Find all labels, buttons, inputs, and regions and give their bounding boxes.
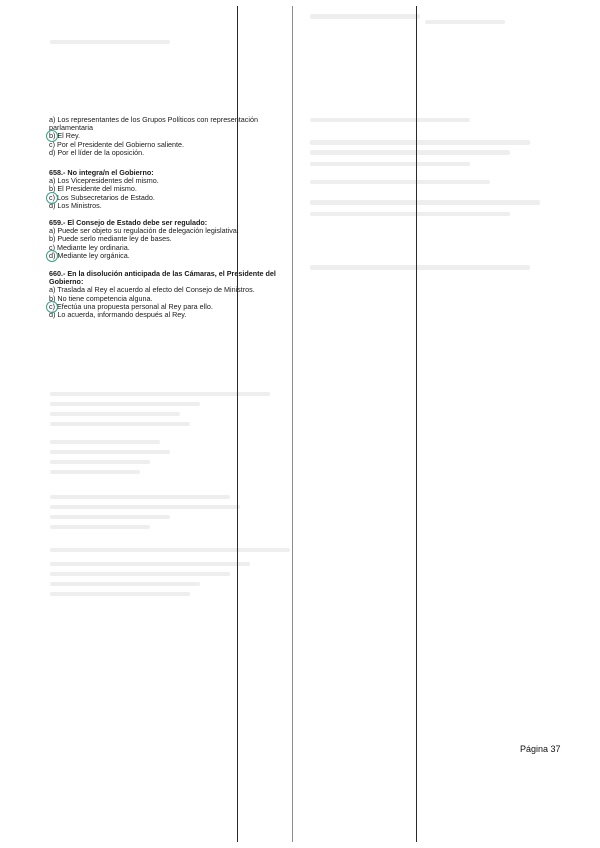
question-659-title: 659.- El Consejo de Estado debe ser regulado:	[49, 218, 208, 227]
answer-mark-circle	[46, 250, 58, 262]
question-658-option-b: b) El Presidente del mismo.	[49, 184, 137, 194]
question-660	[49, 270, 294, 319]
question-660-title: 660.- En la disolución anticipada de las Cámaras, el Presidente del Gobierno:	[49, 269, 276, 287]
option-text: b) El Rey.	[49, 131, 81, 141]
question-657-option-a: a) Los representantes de los Grupos Políticos con representación parlamentaria	[49, 115, 258, 133]
option-text: c) Efectúa una propuesta personal al Rey para ello.	[49, 301, 213, 311]
question-659-option-a: a) Puede ser objeto su regulación de delegación legislativa.	[49, 226, 239, 236]
question-658	[49, 169, 294, 210]
question-659	[49, 219, 294, 260]
question-657-option-b	[49, 132, 294, 140]
option-text: d) Mediante ley orgánica.	[49, 250, 130, 260]
scan-line-right	[416, 6, 417, 842]
question-657-option-c: c) Por el Presidente del Gobierno saliente.	[49, 139, 185, 149]
question-658-title: 658.- No integra/n el Gobierno:	[49, 168, 154, 177]
question-660-option-b: b) No tiene competencia alguna.	[49, 293, 153, 303]
question-658-option-a: a) Los Vicepresidentes del mismo.	[49, 176, 159, 186]
question-658-option-d: d) Los Ministros.	[49, 200, 102, 210]
question-660-option-a: a) Traslada al Rey el acuerdo al efecto del Consejo de Ministros.	[49, 285, 255, 295]
answer-mark-circle	[46, 192, 58, 204]
question-660-option-d: d) Lo acuerda, informando después al Rey.	[49, 310, 187, 320]
question-659-option-b: b) Puede serlo mediante ley de bases.	[49, 234, 172, 244]
question-657	[49, 116, 294, 157]
question-659-option-c: c) Mediante ley ordinaria.	[49, 242, 130, 252]
option-text: c) Los Subsecretarios de Estado.	[49, 192, 155, 202]
question-658-option-c	[49, 194, 294, 202]
answer-mark-circle	[46, 130, 58, 142]
question-657-option-d: d) Por el líder de la oposición.	[49, 147, 145, 157]
page-number: Página 37	[520, 744, 561, 754]
question-659-option-d	[49, 252, 294, 260]
question-660-option-c	[49, 303, 294, 311]
answer-mark-circle	[46, 301, 58, 313]
